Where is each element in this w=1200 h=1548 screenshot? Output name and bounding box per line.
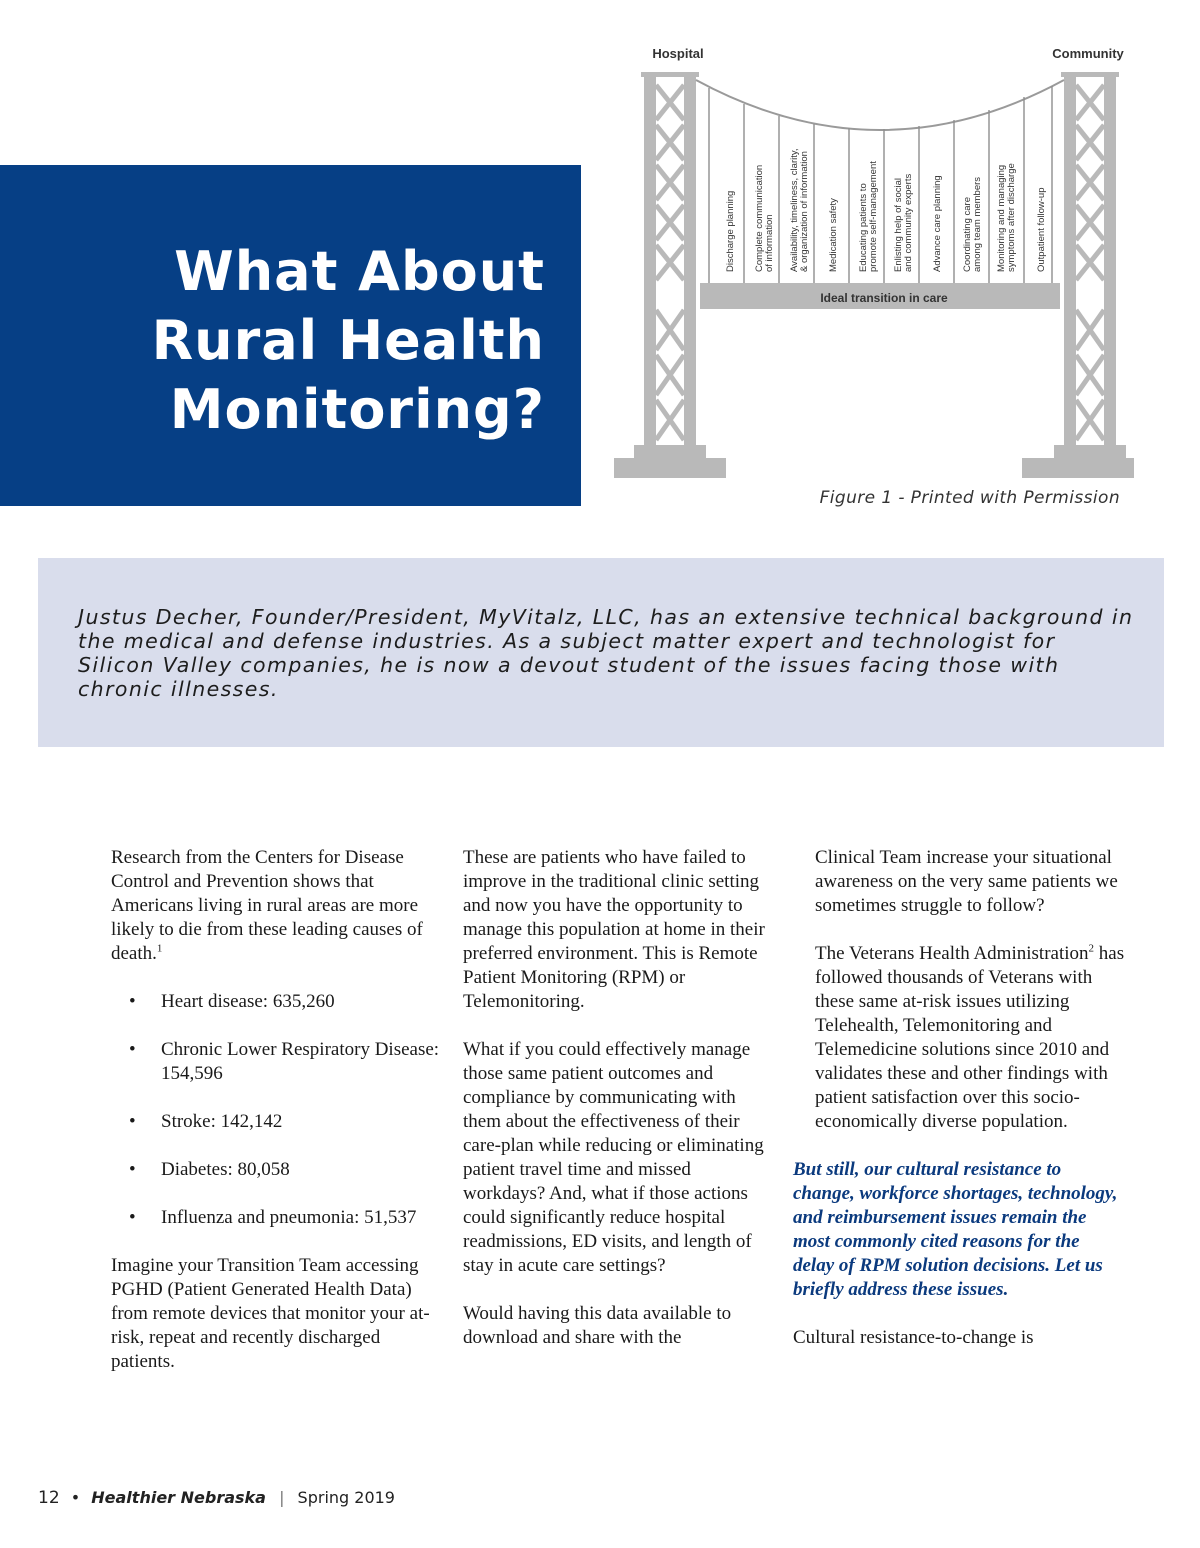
footer-separator: | [279, 1488, 285, 1507]
hospital-label: Hospital [652, 46, 704, 61]
cable-label: Coordinating careamong team members [962, 176, 983, 272]
paragraph [815, 942, 1125, 1134]
bridge-structure [614, 72, 1134, 478]
intro-text: Research from the Centers for Disease Control and Prevention shows that Americans living in rural areas are more likely to die from these leading causes of death. [111, 847, 423, 964]
paragraph: Clinical Team increase your situational awareness on the very same patients we sometimes struggle to follow? [815, 847, 1118, 916]
cable-label: Availability, timeliness, clarity,& organization of information [789, 148, 810, 272]
cable-label: Enlisting help of socialand community experts [893, 173, 914, 272]
cable-label: Advance care planning [932, 175, 943, 272]
community-label: Community [1052, 46, 1124, 61]
footer-bullet: • [70, 1488, 81, 1507]
title-line: Monitoring? [169, 378, 545, 441]
paragraph: Would having this data available to download and share with the [463, 1303, 732, 1348]
footnote-ref: 2 [1088, 942, 1095, 955]
column-3 [793, 846, 1125, 1374]
cable-label: Outpatient follow-up [1036, 187, 1047, 272]
figure-caption: Figure 1 - Printed with Permission [819, 488, 1120, 508]
author-bio-box [38, 558, 1164, 747]
list-item: • Influenza and pneumonia: 51,537 [111, 1206, 441, 1230]
page-title [152, 237, 545, 444]
paragraph [111, 846, 441, 966]
footnote-ref: 1 [156, 942, 163, 955]
list-item: • Heart disease: 635,260 [111, 990, 441, 1014]
column-1 [111, 846, 441, 1398]
magazine-name: Healthier Nebraska [91, 1488, 266, 1507]
paragraph: These are patients who have failed to improve in the traditional clinic setting and now you have the opportunity to manage this population at home in their preferred environment. This is Remote Patient Monitoring (RPM) or Telemonitoring. [463, 847, 765, 1012]
list-item: • Stroke: 142,142 [111, 1110, 441, 1134]
paragraph: What if you could effectively manage those same patient outcomes and compliance by communicating with them about the effectiveness of their care-plan while reducing or eliminating patient travel time and missed workdays? And, what if those actions could significantly reduce hospital readmissions, ED visits, and length of stay in acute care settings? [463, 1039, 764, 1276]
cable-label: Educating patients topromote self-management [858, 161, 879, 272]
cable-label: Complete communicationof information [754, 164, 775, 272]
title-line: Rural Health [151, 309, 545, 372]
author-bio: Justus Decher, Founder/President, MyVitalz, LLC, has an extensive technical background in the medical and defense industries. As a subject matter expert and technologist for Silicon Valley companies, he is now a devout student of the issues facing those with chronic illnesses. [78, 605, 1134, 701]
cable-labels [725, 148, 1047, 272]
suspension-cable [696, 80, 1064, 130]
issue-date: Spring 2019 [297, 1488, 395, 1507]
cable-label: Monitoring and managingsymptoms after discharge [996, 163, 1017, 272]
list-item: • Chronic Lower Respiratory Disease: 154,596 [111, 1038, 441, 1086]
bridge-figure [604, 40, 1134, 490]
list-item: • Diabetes: 80,058 [111, 1158, 441, 1182]
page-footer [38, 1488, 395, 1508]
column-2 [463, 846, 773, 1374]
title-line: What About [174, 240, 545, 303]
cable-label: Medication safety [828, 198, 839, 272]
highlight-paragraph: But still, our cultural resistance to change, workforce shortages, technology, and reimbursement issues remain the most commonly cited reasons for the delay of RPM solution decisions. Let us briefly address these issues. [793, 1159, 1118, 1300]
text-run: has followed thousands of Veterans with these same at-risk issues utilizing Telehealth, Telemonitoring and Telemedicine solutions since 2010 and validates these and other findings with patient satisfaction over this socio- economically diverse population. [815, 943, 1125, 1132]
page-number: 12 [38, 1488, 60, 1508]
paragraph: Imagine your Transition Team accessing PGHD (Patient Generated Health Data) from remote devices that monitor your at-risk, repeat and recently discharged patients. [111, 1255, 430, 1372]
causes-list [111, 990, 441, 1230]
cable-label: Discharge planning [725, 190, 736, 272]
paragraph: Cultural resistance-to-change is [793, 1327, 1034, 1348]
deck-label: Ideal transition in care [820, 291, 948, 305]
title-block [0, 165, 581, 506]
text-run: The Veterans Health Administration [815, 943, 1089, 964]
